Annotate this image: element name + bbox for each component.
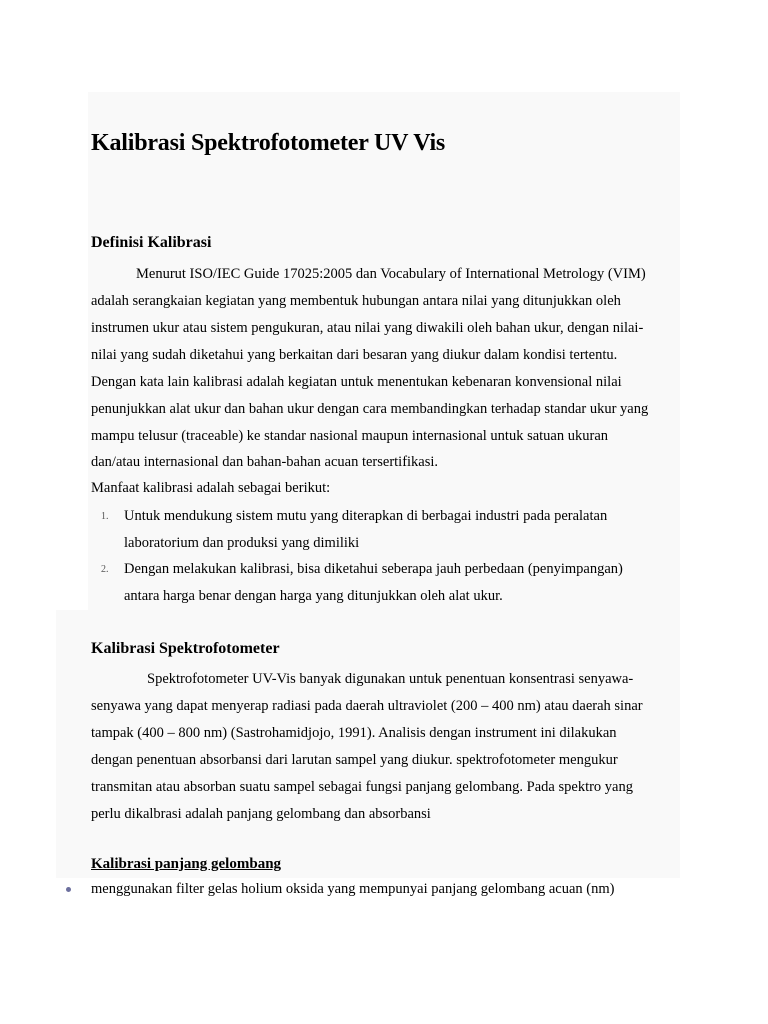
paragraph-line: transmitan atau absorban suatu sampel sebagai fungsi panjang gelombang. Pada spektro yang — [91, 779, 633, 795]
paragraph-line: senyawa yang dapat menyerap radiasi pada daerah ultraviolet (200 – 400 nm) atau daerah sinar — [91, 698, 643, 714]
bullet-item: menggunakan filter gelas holium oksida yang mempunyai panjang gelombang acuan (nm) — [91, 881, 615, 897]
list-number: 1. — [101, 511, 109, 522]
document-title: Kalibrasi Spektrofotometer UV Vis — [91, 130, 446, 156]
list-number: 2. — [101, 564, 109, 575]
list-item-line: Dengan melakukan kalibrasi, bisa diketahui seberapa jauh perbedaan (penyimpangan) — [124, 561, 623, 577]
bullet-icon — [66, 887, 71, 892]
paragraph-line: penunjukkan alat ukur dan bahan ukur dengan cara membandingkan terhadap standar ukur yang — [91, 401, 649, 417]
paragraph-line: dengan penentuan absorbansi dari larutan sampel yang diukur. spektrofotometer mengukur — [91, 752, 618, 768]
list-item-line: Untuk mendukung sistem mutu yang diterapkan di berbagai industri pada peralatan — [124, 508, 608, 524]
paragraph-line: tampak (400 – 800 nm) (Sastrohamidjojo, 1991). Analisis dengan instrument ini dilakukan — [91, 725, 617, 741]
section-heading-definisi: Definisi Kalibrasi — [91, 234, 212, 251]
paragraph-line: Menurut ISO/IEC Guide 17025:2005 dan Vocabulary of International Metrology (VIM) — [136, 266, 646, 282]
paragraph-line: adalah serangkaian kegiatan yang membentuk hubungan antara nilai yang ditunjukkan oleh — [91, 293, 621, 309]
list-item-line: antara harga benar dengan harga yang ditunjukkan oleh alat ukur. — [124, 588, 503, 604]
paragraph-line: mampu telusur (traceable) ke standar nasional maupun internasional untuk satuan ukuran — [91, 428, 609, 444]
paragraph-line: Manfaat kalibrasi adalah sebagai berikut: — [91, 480, 331, 496]
section-heading-spektrofotometer: Kalibrasi Spektrofotometer — [91, 640, 280, 657]
paragraph-line: Spektrofotometer UV-Vis banyak digunakan untuk penentuan konsentrasi senyawa- — [147, 671, 634, 687]
paragraph-line: instrumen ukur atau sistem pengukuran, atau nilai yang diwakili oleh bahan ukur, dengan nilai- — [91, 320, 644, 336]
list-item-line: laboratorium dan produksi yang dimiliki — [124, 535, 360, 551]
paragraph-line: perlu dikalbrasi adalah panjang gelombang dan absorbansi — [91, 806, 431, 822]
paragraph-line: Dengan kata lain kalibrasi adalah kegiatan untuk menentukan kebenaran konvensional nilai — [91, 374, 622, 390]
paragraph-line: dan/atau internasional dan bahan-bahan acuan tersertifikasi. — [91, 454, 439, 470]
section-heading-panjang-gelombang: Kalibrasi panjang gelombang — [91, 856, 282, 872]
paragraph-line: nilai yang sudah diketahui yang berkaitan dari besaran yang diukur dalam kondisi tertentu. — [91, 347, 618, 363]
